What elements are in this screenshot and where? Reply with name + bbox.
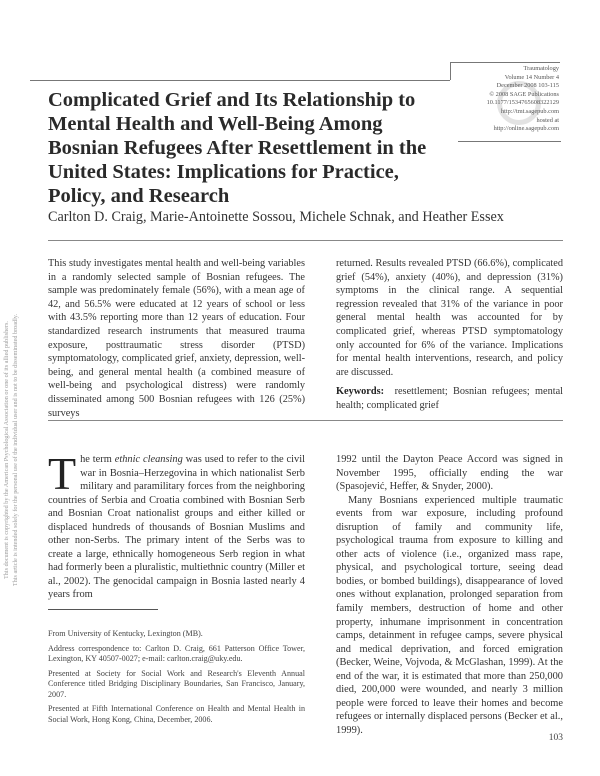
footnote-correspondence: Address correspondence to: Carlton D. Craig, 661 Patterson Office Tower, Lexington, KY 40507-0027; e-mail: carlton.craig@uky.edu. — [48, 643, 305, 663]
body-right-column — [336, 453, 563, 737]
body-left-column — [48, 448, 306, 602]
keywords-list: resettlement; Bosnian refugees; mental health; complicated grief — [336, 386, 564, 411]
body-paragraph: Many Bosnians experienced multiple traumatic events from war exposure, including profound disruption of family and community life, psychological trauma from exposure to killing and other acts of violence (i.e., organized mass rape, physical, and psychological torture, seeing dead bodies, or bombed buildings), disappearance of loved ones without explanation, prolonged separation from family members, destruction of home and other property, inhumane imprisonment in concentration camps, detainment in refugee camps, severe physical and medical deprivation, and forced emigration (Becker, Weine, Vojvoda, & McGlashan, 1999). At the end of the war, it is estimated that more than 250,000 died, 200,000 were wounded, and nearly 3 million people were forced to leave their homes and become refugees or internally displaced persons (Becker et al., 1999). — [336, 494, 563, 736]
journal-name: Traumatology — [523, 65, 559, 72]
journal-meta — [440, 65, 559, 134]
meta-rule — [458, 141, 561, 142]
footnote-rule — [48, 609, 158, 610]
article-authors: Carlton D. Craig, Marie-Antoinette Sossou, Michele Schnak, and Heather Essex — [48, 209, 504, 225]
keywords — [336, 385, 563, 412]
side-notice-line-1: This document is copyrighted by the American Psychological Association or one of its allied publishers. — [3, 321, 10, 579]
journal-hosted-label: hosted at — [536, 116, 559, 124]
drop-cap: T — [48, 448, 77, 499]
header-rule-top — [450, 62, 560, 63]
journal-hosted-url[interactable]: http://online.sagepub.com — [493, 125, 559, 133]
footnote-affiliation: From University of Kentucky, Lexington (MB). — [48, 629, 203, 638]
keywords-label: Keywords: — [336, 386, 385, 397]
intro-emphasis: ethnic cleansing — [114, 454, 183, 465]
journal-doi: 10.1177/1534765608322129 — [486, 99, 559, 107]
abstract-rule — [48, 420, 563, 421]
intro-start: he term — [80, 454, 115, 465]
journal-copyright: © 2008 SAGE Publications — [489, 90, 559, 98]
footnote-presented-sswr: Presented at Society for Social Work and Research's Eleventh Annual Conference titled Bridging Disciplinary Boundaries, San Francisco, January, 2007. — [48, 668, 305, 699]
footnote-presented-hk: Presented at Fifth International Conference on Health and Mental Health in Social Work, Hong Kong, China, December, 2006. — [48, 704, 305, 724]
body-paragraph: 1992 until the Dayton Peace Accord was signed in November 1995, officially ending the war (Spasojević, Heffer, & Snyder, 2000). — [336, 454, 563, 493]
page-number: 103 — [548, 733, 563, 743]
footnotes — [48, 629, 305, 729]
abstract-right-column: returned. Results revealed PTSD (66.6%), complicated grief (54%), anxiety (40%), and depression (31%) symptoms in the clinical range. A sequential regression revealed that 31% of the variance in poor general mental health was accounted for by complicated grief, whereas PTSD symptomatology only accounted for 6% of the variance. Implications for mental health interventions, research, and policy are discussed. — [336, 258, 563, 378]
abstract-left-column: This study investigates mental health and well-being variables in a randomly selected sample of Bosnian refugees. The sample was predominately female (56%), with a mean age of 42, and 56.5% were educated at 12 years of school or less with 43.5% reporting more than 12 years of education. Four standardized research instruments that measured trauma exposure, posttraumatic stress disorder (PTSD) symptomatology, complicated grief, anxiety, depression, well-being, and general mental health (a combined measure of well-being and psychological distress) were randomly disseminated among 500 Bosnian refugees with 126 (25%) surveys — [48, 258, 305, 419]
journal-volume: Volume 14 Number 4 — [504, 73, 559, 81]
header-rule — [30, 80, 450, 81]
side-notice-line-2: This article is intended solely for the personal use of the individual user and is not to be disseminated broadly. — [12, 313, 19, 587]
copyright-side-notice — [2, 200, 36, 700]
article-title: Complicated Grief and Its Relationship to Mental Health and Well-Being Among Bosnian Refugees After Resettlement in the United States: Implications for Practice, Policy, and Research — [48, 89, 427, 207]
intro-rest: was used to refer to the civil war in Bosnia–Herzegovina in which nationalist Serb military and paramilitary forces from the neighboring countries of Serbia and Croatia combined with Bosnian Serb and Bosnian Croat nationalist groups and either killed or displaced hundreds of thousands of Bosnian Muslims and other non-Serbs. The primary intent of the Serbs was to create a large, ethnically homogeneous Serb region in what had formerly been a pluralistic, multiethnic country (Miller et al., 2002). The genocidal campaign in Bosnia lasted nearly 4 years from — [48, 454, 306, 601]
authors-rule — [48, 240, 563, 241]
journal-date-pages: December 2008 103-115 — [496, 82, 559, 90]
journal-url[interactable]: http://tmt.sagepub.com — [500, 107, 559, 115]
